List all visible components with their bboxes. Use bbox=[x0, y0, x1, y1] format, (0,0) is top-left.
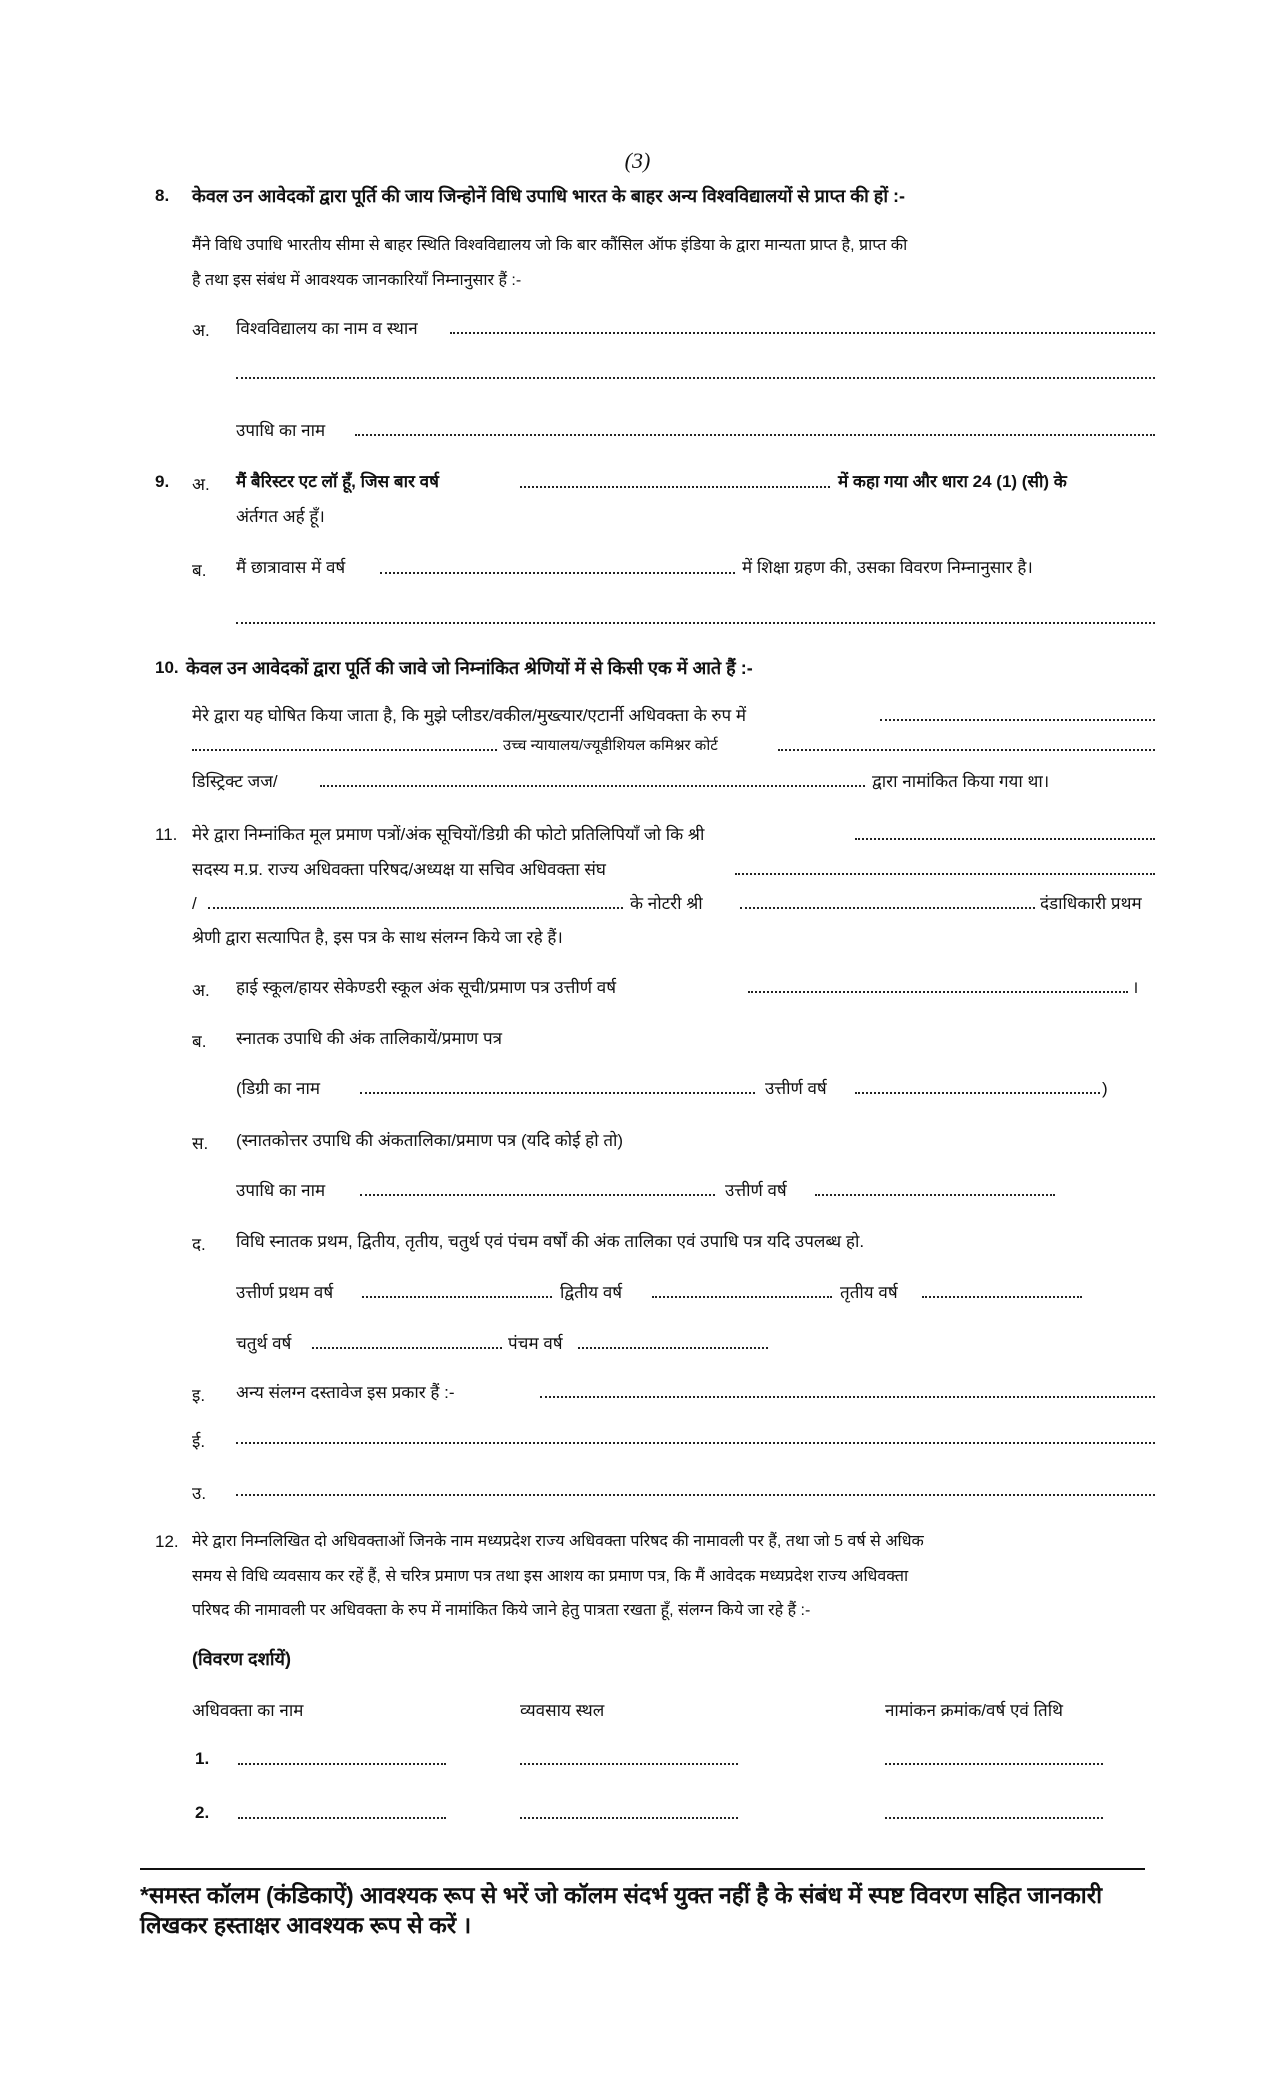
section-11d-marker: द. bbox=[192, 1235, 206, 1254]
footnote: *समस्त कॉलम (कंडिकाऐं) आवश्यक रूप से भरें जो कॉलम संदर्भ युक्त नहीं है के संबंध में स्पष्ट विवरण सहित जानकारी लिखकर हस्ताक्षर आवश्यक रूप से करें । bbox=[140, 1882, 1103, 1938]
section-11-line3a: / bbox=[192, 894, 197, 913]
advocate-row-1-number: 1. bbox=[195, 1749, 210, 1768]
section-11-line3b: के नोटरी श्री bbox=[630, 894, 703, 913]
other-docs-field-3[interactable] bbox=[236, 1492, 1155, 1496]
postgraduate-degree-field[interactable] bbox=[360, 1192, 715, 1196]
section-12-line2: समय से विधि व्यवसाय कर रहें हैं, से चरित्र प्रमाण पत्र तथा इस आशय का प्रमाण पत्र, कि मैं आवेदक मध्यप्रदेश राज्य अधिवक्ता bbox=[192, 1568, 909, 1585]
footnote-divider bbox=[140, 1868, 1145, 1870]
column-practice-place: व्यवसाय स्थल bbox=[520, 1701, 605, 1720]
district-judge-field[interactable] bbox=[320, 783, 865, 787]
university-name-label: विश्वविद्यालय का नाम व स्थान bbox=[236, 319, 418, 338]
enrolment-field-3[interactable] bbox=[778, 747, 1155, 751]
third-year-field[interactable] bbox=[922, 1294, 1082, 1298]
fifth-year-field[interactable] bbox=[578, 1345, 768, 1349]
graduate-close: ) bbox=[1102, 1079, 1108, 1098]
postgraduate-year-field[interactable] bbox=[815, 1192, 1055, 1196]
association-field[interactable] bbox=[735, 871, 1155, 875]
fourth-year-field[interactable] bbox=[312, 1345, 502, 1349]
barrister-text-1: मैं बैरिस्टर एट लॉ हूँ, जिस बार वर्ष bbox=[236, 472, 439, 491]
section-10-heading: केवल उन आवेदकों द्वारा पूर्ति की जावे जो निम्नांकित श्रेणियों में से किसी एक में आते हैं :- bbox=[186, 658, 753, 678]
notary-name-field[interactable] bbox=[740, 905, 1035, 909]
highschool-end: । bbox=[1132, 978, 1139, 997]
barrister-text-2: में कहा गया और धारा 24 (1) (सी) के bbox=[838, 472, 1067, 491]
other-docs-text: अन्य संलग्न दस्तावेज इस प्रकार हैं :- bbox=[236, 1383, 455, 1402]
graduate-degree-field[interactable] bbox=[360, 1090, 755, 1094]
section-8-heading: केवल उन आवेदकों द्वारा पूर्ति की जाय जिन्होनें विधि उपाधि भारत के बाहर अन्य विश्वविद्यालयों से प्राप्त की हों :- bbox=[192, 186, 905, 206]
section-8-number: 8. bbox=[155, 186, 170, 205]
section-10-line1: मेरे द्वारा यह घोषित किया जाता है, कि मुझे प्लीडर/वकील/मुख्त्यार/एटार्नी अधिवक्ता के रुप में bbox=[192, 706, 747, 725]
section-10-line2: उच्च न्यायालय/ज्यूडीशियल कमिश्नर कोर्ट bbox=[503, 737, 718, 754]
section-11a-marker: अ. bbox=[192, 981, 210, 1000]
fourth-year-label: चतुर्थ वर्ष bbox=[236, 1334, 292, 1353]
university-location-field[interactable] bbox=[236, 375, 1155, 379]
section-8-para-line1: मैंने विधि उपाधि भारतीय सीमा से बाहर स्थिति विश्वविद्यालय जो कि बार कौंसिल ऑफ इंडिया के द्वारा मान्यता प्राप्त है, प्राप्त की bbox=[192, 237, 908, 254]
advocate-1-enrolment-field[interactable] bbox=[885, 1761, 1103, 1765]
university-name-field[interactable] bbox=[450, 330, 1155, 334]
section-12-line3: परिषद की नामावली पर अधिवक्ता के रुप में नामांकित किये जाने हेतु पात्रता रखता हूँ, संलग्न किये जा रहे हैं :- bbox=[192, 1602, 811, 1619]
fifth-year-label: पंचम वर्ष bbox=[508, 1334, 563, 1353]
first-year-field[interactable] bbox=[362, 1294, 552, 1298]
section-11b-marker: ब. bbox=[192, 1032, 207, 1051]
column-enrolment-number: नामांकन क्रमांक/वर्ष एवं तिथि bbox=[885, 1701, 1063, 1720]
attested-by-field[interactable] bbox=[855, 836, 1155, 840]
section-8-para-line2: है तथा इस संबंध में आवश्यक जानकारियाँ निम्नानुसार हैं :- bbox=[192, 272, 522, 289]
advocate-2-enrolment-field[interactable] bbox=[885, 1815, 1103, 1819]
hostel-year-field[interactable] bbox=[380, 570, 735, 574]
postgraduate-text: (स्नातकोत्तर उपाधि की अंकतालिका/प्रमाण पत्र (यदि कोई हो तो) bbox=[236, 1131, 624, 1150]
section-10-number: 10. bbox=[155, 658, 179, 677]
other-docs-field-1[interactable] bbox=[540, 1394, 1155, 1398]
hostel-text-2: में शिक्षा ग्रहण की, उसका विवरण निम्नानुसार है। bbox=[742, 558, 1033, 577]
section-10-line3a: डिस्ट्रिक्ट जज/ bbox=[192, 772, 278, 791]
section-9b-marker: ब. bbox=[192, 561, 207, 580]
graduate-degree-label: (डिग्री का नाम bbox=[236, 1079, 321, 1098]
second-year-field[interactable] bbox=[652, 1294, 832, 1298]
section-11-line4: श्रेणी द्वारा सत्यापित है, इस पत्र के साथ संलग्न किये जा रहे हैं। bbox=[192, 928, 563, 947]
section-12-line1: मेरे द्वारा निम्नलिखित दो अधिवक्ताओं जिनके नाम मध्यप्रदेश राज्य अधिवक्ता परिषद की नामावली पर हैं, तथा जो 5 वर्ष से अधिक bbox=[192, 1533, 924, 1550]
section-11-number: 11. bbox=[155, 825, 178, 844]
notary-place-field[interactable] bbox=[208, 905, 623, 909]
postgraduate-year-label: उत्तीर्ण वर्ष bbox=[725, 1181, 787, 1200]
enrolment-field-2[interactable] bbox=[192, 747, 497, 751]
section-12-number: 12. bbox=[155, 1532, 179, 1551]
enrolment-field-1[interactable] bbox=[880, 717, 1155, 721]
section-11c-marker: स. bbox=[192, 1134, 209, 1153]
first-year-label: उत्तीर्ण प्रथम वर्ष bbox=[236, 1283, 334, 1302]
bar-year-field[interactable] bbox=[520, 484, 830, 488]
section-9a-marker: अ. bbox=[192, 475, 210, 494]
highschool-text: हाई स्कूल/हायर सेकेण्डरी स्कूल अंक सूची/प्रमाण पत्र उत्तीर्ण वर्ष bbox=[236, 978, 617, 997]
postgraduate-degree-label: उपाधि का नाम bbox=[236, 1181, 326, 1200]
section-11g-marker: उ. bbox=[192, 1484, 207, 1503]
graduate-year-field[interactable] bbox=[855, 1090, 1100, 1094]
degree-name-field[interactable] bbox=[355, 432, 1155, 436]
advocate-2-name-field[interactable] bbox=[238, 1815, 446, 1819]
law-degree-text: विधि स्नातक प्रथम, द्वितीय, तृतीय, चतुर्थ एवं पंचम वर्षों की अंक तालिका एवं उपाधि पत्र यदि उपलब्ध हो. bbox=[236, 1232, 865, 1251]
other-docs-field-2[interactable] bbox=[236, 1440, 1155, 1444]
highschool-year-field[interactable] bbox=[748, 989, 1128, 993]
section-10-line3b: द्वारा नामांकित किया गया था। bbox=[872, 772, 1050, 791]
section-11-line3c: दंडाधिकारी प्रथम bbox=[1040, 894, 1142, 913]
section-11-line1: मेरे द्वारा निम्नांकित मूल प्रमाण पत्रों/अंक सूचियों/डिग्री की फोटो प्रतिलिपियाँ जो कि श्री bbox=[192, 825, 705, 844]
section-11f-marker: ई. bbox=[192, 1432, 206, 1451]
section-11e-marker: इ. bbox=[192, 1386, 206, 1405]
graduate-year-label: उत्तीर्ण वर्ष bbox=[765, 1079, 827, 1098]
hostel-details-field[interactable] bbox=[236, 620, 1155, 624]
second-year-label: द्वितीय वर्ष bbox=[560, 1283, 623, 1302]
section-8a-marker: अ. bbox=[192, 321, 210, 340]
advocate-row-2-number: 2. bbox=[195, 1803, 210, 1822]
hostel-text-1: मैं छात्रावास में वर्ष bbox=[236, 558, 346, 577]
column-advocate-name: अधिवक्ता का नाम bbox=[192, 1701, 304, 1720]
advocate-1-name-field[interactable] bbox=[238, 1761, 446, 1765]
advocate-1-place-field[interactable] bbox=[520, 1761, 738, 1765]
degree-name-label: उपाधि का नाम bbox=[236, 421, 326, 440]
advocate-2-place-field[interactable] bbox=[520, 1815, 738, 1819]
section-11-line2: सदस्य म.प्र. राज्य अधिवक्ता परिषद/अध्यक्ष या सचिव अधिवक्ता संघ bbox=[192, 860, 606, 879]
third-year-label: तृतीय वर्ष bbox=[840, 1283, 898, 1302]
barrister-text-3: अंर्तगत अर्ह हूँ। bbox=[236, 507, 325, 526]
details-heading: (विवरण दर्शायें) bbox=[192, 1649, 291, 1669]
section-9-number: 9. bbox=[155, 472, 170, 491]
graduate-text: स्नातक उपाधि की अंक तालिकायें/प्रमाण पत्र bbox=[236, 1029, 503, 1048]
page-number: (3) bbox=[624, 148, 651, 173]
